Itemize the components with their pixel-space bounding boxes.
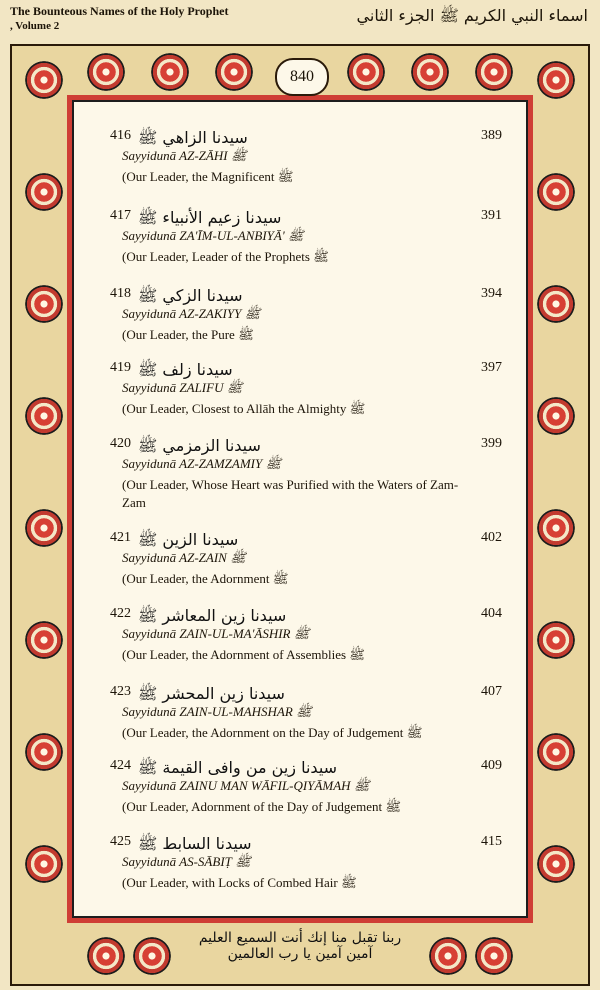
- page-number: 840: [275, 58, 329, 96]
- entry-number: 423: [110, 684, 131, 699]
- transliteration: Sayyidunā ZA'ĪM-UL-ANBIYĀ' ﷺ: [122, 228, 304, 243]
- reference-number: 394: [481, 286, 502, 301]
- transliteration: Sayyidunā AZ-ZAKIYY ﷺ: [122, 306, 261, 321]
- entry-number: 421: [110, 530, 131, 545]
- ornament-icon: [24, 284, 64, 324]
- entry-number: 419: [110, 360, 131, 375]
- meaning: (Our Leader, Whose Heart was Purified with the Waters of Zam-Zam: [122, 477, 459, 510]
- meaning: (Our Leader, the Pure ﷺ: [122, 327, 254, 342]
- entry-number: 418: [110, 286, 131, 301]
- arabic-name: سيدنا السابط ﷺ: [138, 834, 252, 853]
- list-item: [110, 606, 502, 682]
- ornament-icon: [474, 936, 514, 976]
- arabic-header: اسماء النبي الكريم ﷺ الجزء الثاني: [356, 6, 588, 25]
- arabic-name: سيدنا زعيم الأنبياء ﷺ: [138, 208, 282, 227]
- meaning: (Our Leader, Adornment of the Day of Judgement ﷺ: [122, 799, 402, 814]
- reference-number: 407: [481, 684, 502, 699]
- ornament-icon: [86, 52, 126, 92]
- meaning: (Our Leader, Leader of the Prophets ﷺ: [122, 249, 329, 264]
- arabic-name: سيدنا زين المعاشر ﷺ: [138, 606, 287, 625]
- meaning: (Our Leader, the Adornment ﷺ: [122, 571, 289, 586]
- entry-number: 422: [110, 606, 131, 621]
- ornament-icon: [24, 620, 64, 660]
- ornament-icon: [24, 508, 64, 548]
- ornament-icon: [24, 172, 64, 212]
- arabic-name: سيدنا الزين ﷺ: [138, 530, 239, 549]
- list-item: [110, 436, 502, 512]
- footer-line-1: ربنا تقبل منا إنك أنت السميع العليم: [198, 930, 402, 946]
- ornament-icon: [24, 396, 64, 436]
- footer-line-2: آمين آمين يا رب العالمين: [227, 946, 373, 962]
- transliteration: Sayyidunā ZAIN-UL-MAHSHAR ﷺ: [122, 704, 312, 719]
- reference-number: 389: [481, 128, 502, 143]
- book-title: The Bounteous Names of the Holy Prophet: [10, 4, 229, 18]
- entry-number: 416: [110, 128, 131, 143]
- reference-number: 402: [481, 530, 502, 545]
- ornament-icon: [150, 52, 190, 92]
- reference-number: 399: [481, 436, 502, 451]
- entry-number: 424: [110, 758, 131, 773]
- ornament-icon: [474, 52, 514, 92]
- arabic-name: سيدنا زين المحشر ﷺ: [138, 684, 285, 703]
- ornament-icon: [214, 52, 254, 92]
- transliteration: Sayyidunā ZAIN-UL-MA'ĀSHIR ﷺ: [122, 626, 310, 641]
- transliteration: Sayyidunā AZ-ZĀHI ﷺ: [122, 148, 247, 163]
- arabic-name: سيدنا الزمزمي ﷺ: [138, 436, 261, 455]
- reference-number: 404: [481, 606, 502, 621]
- entry-number: 420: [110, 436, 131, 451]
- ornament-icon: [536, 60, 576, 100]
- ornament-icon: [536, 172, 576, 212]
- transliteration: Sayyidunā AZ-ZAIN ﷺ: [122, 550, 246, 565]
- reference-number: 415: [481, 834, 502, 849]
- arabic-name: سيدنا زين من وافى القيمة ﷺ: [138, 758, 338, 777]
- list-item: [110, 834, 502, 910]
- transliteration: Sayyidunā AS-SĀBIṬ ﷺ: [122, 854, 251, 869]
- meaning: (Our Leader, Closest to Allāh the Almighty ﷺ: [122, 401, 366, 416]
- reference-number: 391: [481, 208, 502, 223]
- ornament-icon: [24, 844, 64, 884]
- meaning: (Our Leader, the Adornment on the Day of Judgement ﷺ: [122, 725, 423, 740]
- arabic-name: سيدنا الزاهي ﷺ: [138, 128, 248, 147]
- list-item: [110, 360, 502, 436]
- ornament-icon: [536, 508, 576, 548]
- list-item: [110, 530, 502, 606]
- ornament-icon: [536, 396, 576, 436]
- reference-number: 397: [481, 360, 502, 375]
- ornament-icon: [24, 732, 64, 772]
- reference-number: 409: [481, 758, 502, 773]
- transliteration: Sayyidunā ZALIFU ﷺ: [122, 380, 243, 395]
- list-item: [110, 684, 502, 760]
- meaning: (Our Leader, the Adornment of Assemblies ﷺ: [122, 647, 366, 662]
- transliteration: Sayyidunā AZ-ZAMZAMIY ﷺ: [122, 456, 282, 471]
- ornament-icon: [536, 284, 576, 324]
- arabic-name: سيدنا زلف ﷺ: [138, 360, 233, 379]
- arabic-name: سيدنا الزكي ﷺ: [138, 286, 243, 305]
- entry-number: 417: [110, 208, 131, 223]
- meaning: (Our Leader, with Locks of Combed Hair ﷺ: [122, 875, 357, 890]
- list-item: [110, 128, 502, 204]
- meaning: (Our Leader, the Magnificent ﷺ: [122, 169, 294, 184]
- ornament-icon: [536, 620, 576, 660]
- entry-number: 425: [110, 834, 131, 849]
- list-item: [110, 208, 502, 284]
- list-item: [110, 758, 502, 834]
- ornament-icon: [536, 844, 576, 884]
- ornament-icon: [346, 52, 386, 92]
- list-item: [110, 286, 502, 362]
- ornament-icon: [24, 60, 64, 100]
- volume-label: , Volume 2: [10, 20, 60, 32]
- transliteration: Sayyidunā ZAINU MAN WĀFIL-QIYĀMAH ﷺ: [122, 778, 370, 793]
- ornament-icon: [86, 936, 126, 976]
- footer-dua: [160, 930, 440, 962]
- ornament-icon: [410, 52, 450, 92]
- ornament-icon: [536, 732, 576, 772]
